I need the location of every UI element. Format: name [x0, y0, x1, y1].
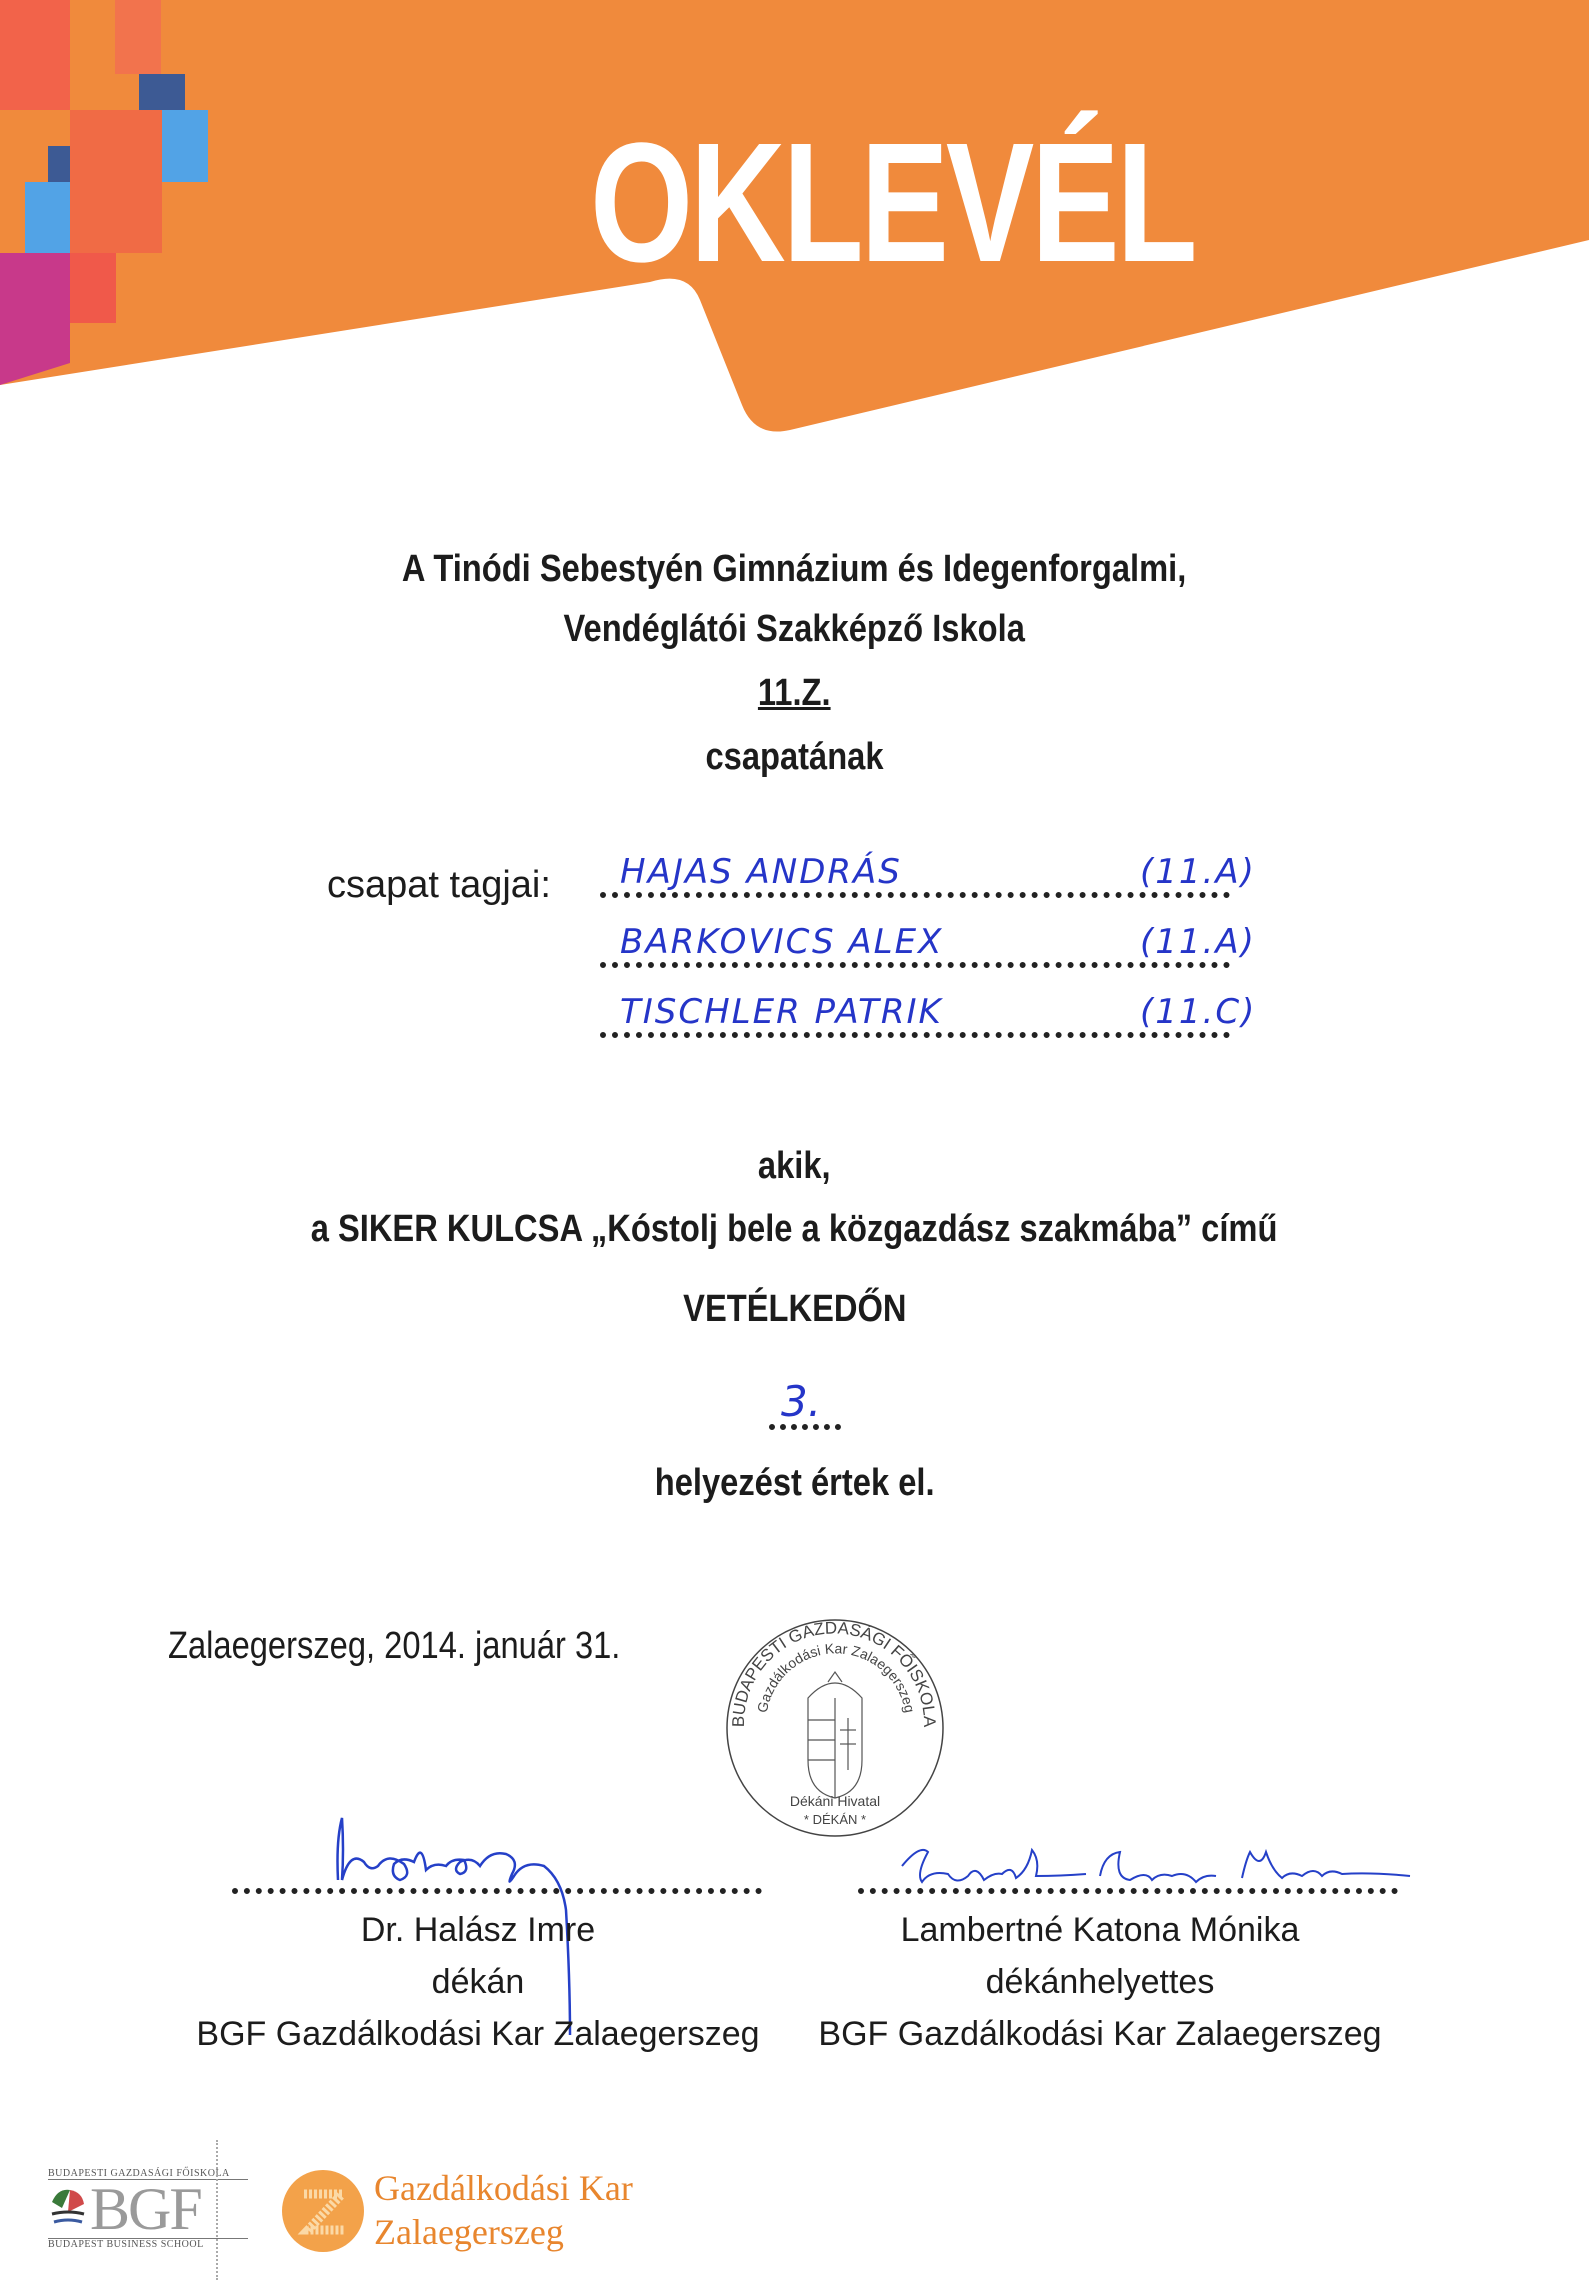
member-field [600, 974, 1257, 1038]
square-coral-center [70, 110, 162, 253]
placement-field [765, 1370, 845, 1430]
bgf-logo [48, 2168, 248, 2253]
member-field [600, 904, 1256, 968]
bgf-logo-text: BGF [90, 2176, 201, 2242]
square-coral-top [115, 0, 161, 74]
bgf-bottom-text: BUDAPEST BUSINESS SCHOOL [48, 2238, 248, 2250]
square-darkblue-left [48, 146, 70, 182]
document-title: OKLEVÉL [590, 108, 1195, 298]
placement-value: 3. [781, 1377, 822, 1426]
school-line-1: A Tinódi Sebestyén Gimnázium és Idegenforgalmi, [402, 548, 1187, 590]
square-red-bottom [70, 253, 116, 323]
signatory-name: Lambertné Katona Mónika [900, 1911, 1300, 1949]
member-class: (11.A) [1140, 852, 1256, 892]
contest-type: VETÉLKEDŐN [682, 1288, 907, 1330]
who-line: akik, [758, 1145, 831, 1187]
official-stamp [720, 1610, 950, 1840]
school-line-2: Vendéglátói Szakképző Iskola [563, 608, 1026, 650]
date-line: Zalaegerszeg, 2014. január 31. [168, 1625, 621, 1667]
signatory-org: BGF Gazdálkodási Kar Zalaegerszeg [818, 2015, 1382, 2053]
square-magenta [0, 253, 70, 385]
dotted-line [600, 962, 1230, 968]
stamp-bottom-line-1: Dékáni Hivatal [789, 1793, 881, 1809]
signatory-left [178, 1880, 778, 2060]
square-red-top-left [0, 0, 70, 110]
placement-suffix: helyezést értek el. [654, 1462, 935, 1504]
signatory-org: BGF Gazdálkodási Kar Zalaegerszeg [196, 2015, 760, 2053]
member-name: BARKOVICS ALEX [620, 922, 944, 962]
bgf-top-text: BUDAPESTI GAZDASÁGI FŐISKOLA [48, 2168, 248, 2180]
signatory-name: Dr. Halász Imre [360, 1911, 596, 1949]
coat-of-arms-icon [808, 1672, 862, 1798]
team-suffix: csapatának [705, 736, 884, 778]
contest-line: a SIKER KULCSA „Kóstolj bele a közgazdász szakmába” című [311, 1208, 1278, 1250]
stamp-inner-text: Gazdálkodási Kar Zalaegerszeg [753, 1640, 919, 1715]
square-lightblue-right [162, 110, 208, 182]
square-lightblue-left [25, 182, 70, 253]
member-class: (11.A) [1140, 922, 1256, 962]
faculty-line-2: Zalaegerszeg [374, 2212, 564, 2252]
bgf-emblem-icon [48, 2184, 88, 2234]
class-label: 11.Z. [758, 672, 831, 714]
faculty-line-1: Gazdálkodási Kar [374, 2168, 633, 2208]
member-class: (11.C) [1140, 992, 1257, 1032]
member-field [600, 834, 1256, 898]
member-name: TISCHLER PATRIK [620, 992, 943, 1032]
stamp-outer-text: BUDAPESTI GAZDASÁGI FŐISKOLA [728, 1618, 940, 1728]
signatory-role: dékánhelyettes [985, 1963, 1215, 2001]
signatory-right [800, 1880, 1400, 2060]
member-name: HAJAS ANDRÁS [620, 852, 902, 892]
faculty-z-icon [282, 2170, 364, 2252]
members-label: csapat tagjai: [327, 864, 551, 906]
signatory-role: dékán [431, 1963, 525, 2001]
dotted-line [600, 1032, 1230, 1038]
square-darkblue-top [139, 74, 185, 110]
dotted-line [769, 1424, 841, 1430]
dotted-line [600, 892, 1230, 898]
stamp-bottom-line-2: * DÉKÁN * [803, 1812, 867, 1827]
footer-divider [216, 2140, 218, 2280]
